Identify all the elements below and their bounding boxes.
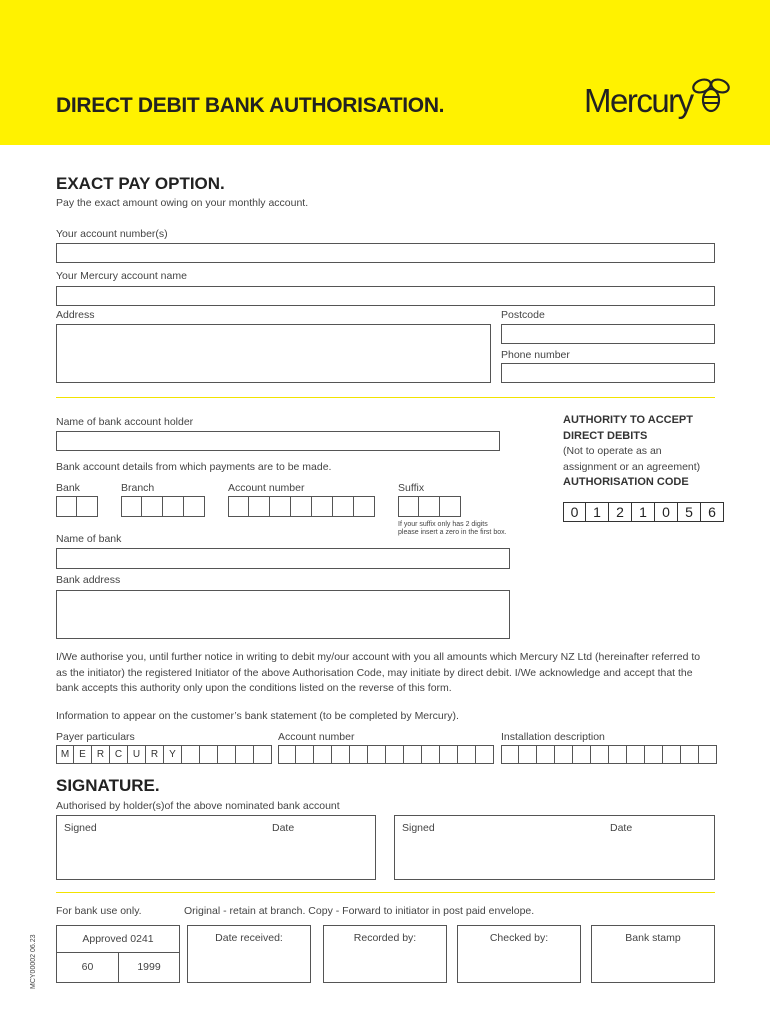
bank-label: Bank xyxy=(56,482,80,494)
signature-box-1[interactable] xyxy=(56,815,376,880)
payer-particulars-label: Payer particulars xyxy=(56,731,135,743)
digit-box[interactable] xyxy=(163,496,184,517)
approved-num1: 60 xyxy=(57,953,119,982)
digit-box[interactable] xyxy=(77,496,98,517)
account-number-label: Account number xyxy=(228,482,305,494)
payer-letter: Y xyxy=(164,745,182,764)
checked-by-box xyxy=(457,925,581,983)
bank-use-label: For bank use only. xyxy=(56,905,142,917)
payer-particulars-boxes xyxy=(56,745,272,764)
authorisation-line: bank accepts this authority only upon the conditions listed on the reverse of this form. xyxy=(56,682,452,694)
date-received-label: Date received: xyxy=(215,932,283,944)
statement-box xyxy=(573,745,591,764)
page-title: DIRECT DEBIT BANK AUTHORISATION. xyxy=(56,94,445,117)
suffix-note-line: If your suffix only has 2 digits xyxy=(398,521,488,528)
statement-box xyxy=(537,745,555,764)
exact-pay-subtitle: Pay the exact amount owing on your monthly account. xyxy=(56,197,309,209)
statement-intro: Information to appear on the customer’s bank statement (to be completed by Mercury). xyxy=(56,710,459,722)
authority-heading: AUTHORITY TO ACCEPT xyxy=(563,414,693,426)
authorisation-line: as the initiator) the registered Initiator of the above Authorisation Code, may initiate by direct debit. I/We acknowledge and accept that the xyxy=(56,666,693,679)
bank-address-field[interactable] xyxy=(56,590,510,639)
digit-box[interactable] xyxy=(291,496,312,517)
phone-field[interactable] xyxy=(501,363,715,383)
recorded-by-box xyxy=(323,925,447,983)
statement-box xyxy=(476,745,494,764)
authority-heading: DIRECT DEBITS xyxy=(563,429,648,442)
digit-box[interactable] xyxy=(440,496,461,517)
statement-account-boxes xyxy=(278,745,494,764)
payer-letter: M xyxy=(56,745,74,764)
statement-box xyxy=(627,745,645,764)
digit-box[interactable] xyxy=(56,496,77,517)
suffix-label: Suffix xyxy=(398,482,425,494)
installation-description-boxes xyxy=(501,745,717,764)
signed-label: Signed xyxy=(64,822,97,834)
mercury-logo xyxy=(584,76,734,128)
payer-letter xyxy=(254,745,272,764)
account-name-field[interactable] xyxy=(56,286,715,306)
digit-box[interactable] xyxy=(142,496,163,517)
authority-note: (Not to operate as an xyxy=(563,445,662,457)
signature-heading: SIGNATURE. xyxy=(56,776,160,795)
payer-letter xyxy=(218,745,236,764)
approved-text: Approved 0241 xyxy=(57,926,179,953)
bank-details-label: Bank account details from which payments are to be made. xyxy=(56,461,332,473)
address-field[interactable] xyxy=(56,324,491,383)
form-code: MCY00002 06.23 xyxy=(30,934,37,989)
approved-box xyxy=(56,925,180,983)
digit-box[interactable] xyxy=(419,496,440,517)
date-received-box xyxy=(187,925,311,983)
statement-box xyxy=(501,745,519,764)
statement-box xyxy=(555,745,573,764)
branch-boxes[interactable] xyxy=(121,496,205,517)
bank-holder-field[interactable] xyxy=(56,431,500,451)
payer-letter xyxy=(182,745,200,764)
digit-box[interactable] xyxy=(333,496,354,517)
code-digit: 0 xyxy=(655,502,678,522)
statement-box xyxy=(681,745,699,764)
statement-box xyxy=(368,745,386,764)
phone-label: Phone number xyxy=(501,349,570,361)
statement-box xyxy=(609,745,627,764)
statement-account-number-label: Account number xyxy=(278,731,355,743)
statement-box xyxy=(404,745,422,764)
logo-text: Mercury xyxy=(584,82,693,119)
bank-code-boxes[interactable] xyxy=(56,496,98,517)
code-digit: 5 xyxy=(678,502,701,522)
bank-name-field[interactable] xyxy=(56,548,510,569)
installation-description-label: Installation description xyxy=(501,731,605,743)
code-digit: 1 xyxy=(586,502,609,522)
branch-label: Branch xyxy=(121,482,155,494)
bee-icon xyxy=(688,76,734,116)
digit-box[interactable] xyxy=(398,496,419,517)
authority-note: assignment or an agreement) xyxy=(563,460,701,473)
account-numbers-field[interactable] xyxy=(56,243,715,263)
postcode-field[interactable] xyxy=(501,324,715,344)
approved-num2: 1999 xyxy=(137,961,161,973)
code-digit: 6 xyxy=(701,502,724,522)
statement-box xyxy=(591,745,609,764)
exact-pay-heading: EXACT PAY OPTION. xyxy=(56,174,225,193)
digit-box[interactable] xyxy=(184,496,205,517)
authorisation-code xyxy=(563,502,724,522)
account-numbers-label: Your account number(s) xyxy=(56,228,168,240)
suffix-note-line: please insert a zero in the first box. xyxy=(398,529,507,536)
authorisation-line: I/We authorise you, until further notice in writing to debit my/our account with you all amounts which Mercury NZ Ltd (hereinafter referred to xyxy=(56,651,701,663)
bank-address-label: Bank address xyxy=(56,574,121,586)
statement-box xyxy=(422,745,440,764)
statement-box xyxy=(314,745,332,764)
payer-letter: U xyxy=(128,745,146,764)
statement-box xyxy=(440,745,458,764)
code-digit: 0 xyxy=(563,502,586,522)
statement-box xyxy=(296,745,314,764)
statement-box xyxy=(699,745,717,764)
payer-letter: R xyxy=(92,745,110,764)
payer-letter: C xyxy=(110,745,128,764)
date-label: Date xyxy=(610,822,633,834)
signature-subtitle: Authorised by holder(s)of the above nominated bank account xyxy=(56,800,340,812)
digit-box[interactable] xyxy=(249,496,270,517)
bank-stamp-box xyxy=(591,925,715,983)
postcode-label: Postcode xyxy=(501,309,545,321)
address-label: Address xyxy=(56,309,95,321)
code-digit: 1 xyxy=(632,502,655,522)
authorisation-text xyxy=(56,650,720,697)
digit-box[interactable] xyxy=(228,496,249,517)
suffix-boxes[interactable] xyxy=(398,496,461,517)
statement-box xyxy=(458,745,476,764)
bank-name-label: Name of bank xyxy=(56,533,122,545)
authorisation-code-label: AUTHORISATION CODE xyxy=(563,476,689,488)
bank-stamp-label: Bank stamp xyxy=(625,932,681,944)
authority-block xyxy=(563,413,700,491)
statement-box xyxy=(350,745,368,764)
bank-use-instructions: Original - retain at branch. Copy - Forward to initiator in post paid envelope. xyxy=(184,905,535,917)
payer-letter: R xyxy=(146,745,164,764)
suffix-note xyxy=(398,521,507,537)
signed-label: Signed xyxy=(402,822,435,834)
payer-letter xyxy=(236,745,254,764)
code-digit: 2 xyxy=(609,502,632,522)
signature-box-2[interactable] xyxy=(394,815,715,880)
statement-box xyxy=(519,745,537,764)
recorded-by-label: Recorded by: xyxy=(353,932,417,944)
date-label: Date xyxy=(272,822,295,834)
statement-box xyxy=(332,745,350,764)
digit-box[interactable] xyxy=(270,496,291,517)
statement-box xyxy=(278,745,296,764)
statement-box xyxy=(645,745,663,764)
account-number-boxes[interactable] xyxy=(228,496,375,517)
statement-box xyxy=(386,745,404,764)
digit-box[interactable] xyxy=(354,496,375,517)
payer-letter xyxy=(200,745,218,764)
digit-box[interactable] xyxy=(121,496,142,517)
statement-box xyxy=(663,745,681,764)
payer-letter: E xyxy=(74,745,92,764)
checked-by-label: Checked by: xyxy=(489,932,549,944)
bank-holder-label: Name of bank account holder xyxy=(56,416,194,428)
digit-box[interactable] xyxy=(312,496,333,517)
divider xyxy=(56,397,715,398)
account-name-label: Your Mercury account name xyxy=(56,270,187,282)
divider xyxy=(56,892,715,893)
